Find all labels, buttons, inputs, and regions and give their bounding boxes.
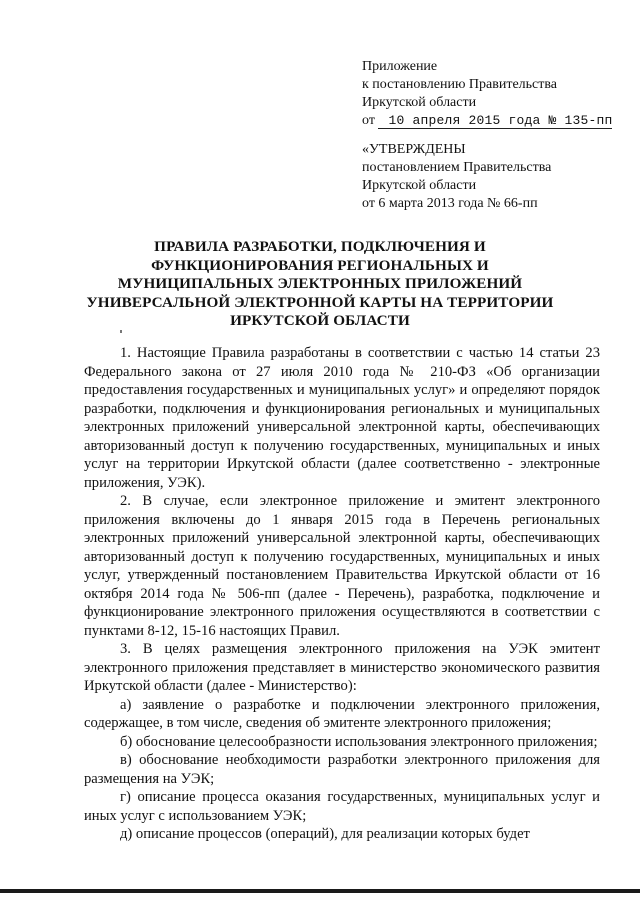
title-line: ФУНКЦИОНИРОВАНИЯ РЕГИОНАЛЬНЫХ И bbox=[151, 256, 489, 274]
appendix-date-number: 10 апреля 2015 года № 135-пп bbox=[378, 113, 612, 129]
appendix-line: Приложение bbox=[362, 59, 438, 74]
list-item-b: б) обоснование целесообразности использования электронного приложения; bbox=[120, 733, 598, 750]
approved-line: «УТВЕРЖДЕНЫ bbox=[362, 142, 466, 157]
list-item-e: д) описание процессов (операций), для реализации которых будет bbox=[120, 826, 530, 842]
approved-line: Иркутской области bbox=[362, 178, 477, 193]
paragraph-3: 3. В целях размещения электронного приложения на УЭК эмитент электронного приложения представляет в министерство экономического развития Иркутской области (далее - Министерство): bbox=[84, 641, 600, 694]
appendix-line: Иркутской области bbox=[362, 95, 477, 110]
approved-block bbox=[362, 141, 632, 213]
scan-speck bbox=[120, 330, 122, 333]
appendix-block bbox=[362, 58, 632, 130]
paragraph-2: 2. В случае, если электронное приложение и эмитент электронного приложения включены до 1 января 2015 года в Перечень региональных электронных приложений универсальной электронной карты, обеспечивающих авторизованный доступ к получению государственных, муниципальных и иных услуг, утвержденный постановлением Правительства Иркутской области от 16 октября 2014 года № 506-пп (далее - Перечень), разработка, подключение и функционирование электронного приложения осуществляются в соответствии с пунктами 8-12, 15-16 настоящих Правил. bbox=[84, 493, 600, 639]
list-item-c: в) обоснование необходимости разработки электронного приложения для размещения на УЭК; bbox=[84, 752, 600, 787]
scan-edge-line bbox=[0, 889, 640, 893]
approved-line: постановлением Правительства bbox=[362, 160, 552, 175]
list-item-a: а) заявление о разработке и подключении электронного приложения, содержащее, в том числе, сведения об эмитенте электронного приложения; bbox=[84, 696, 600, 731]
appendix-date-line bbox=[362, 112, 632, 130]
document-title bbox=[70, 238, 570, 331]
appendix-line: к постановлению Правительства bbox=[362, 77, 558, 92]
title-line: МУНИЦИПАЛЬНЫХ ЭЛЕКТРОННЫХ ПРИЛОЖЕНИЙ bbox=[117, 275, 523, 293]
appendix-from-label: от bbox=[362, 113, 375, 128]
title-line: ИРКУТСКОЙ ОБЛАСТИ bbox=[230, 312, 410, 330]
title-line: УНИВЕРСАЛЬНОЙ ЭЛЕКТРОННОЙ КАРТЫ НА ТЕРРИТОРИИ bbox=[86, 293, 554, 311]
title-line: ПРАВИЛА РАЗРАБОТКИ, ПОДКЛЮЧЕНИЯ И bbox=[154, 238, 486, 255]
list-item-d: г) описание процесса оказания государственных, муниципальных услуг и иных услуг с использованием УЭК; bbox=[84, 789, 600, 824]
approved-line: от 6 марта 2013 года № 66-пп bbox=[362, 196, 538, 211]
document-body bbox=[84, 344, 600, 844]
paragraph-1: 1. Настоящие Правила разработаны в соответствии с частью 14 статьи 23 Федерального закона от 27 июля 2010 года № 210-ФЗ «Об организации предоставления государственных и муниципальных услуг» и определяют порядок разработки, подключения и функционирования региональных и муниципальных электронных приложений универсальной электронной карты, обеспечивающих авторизованный доступ к получению государственных, муниципальных и иных услуг на территории Иркутской области (далее соответственно - электронные приложения, УЭК). bbox=[84, 345, 600, 491]
